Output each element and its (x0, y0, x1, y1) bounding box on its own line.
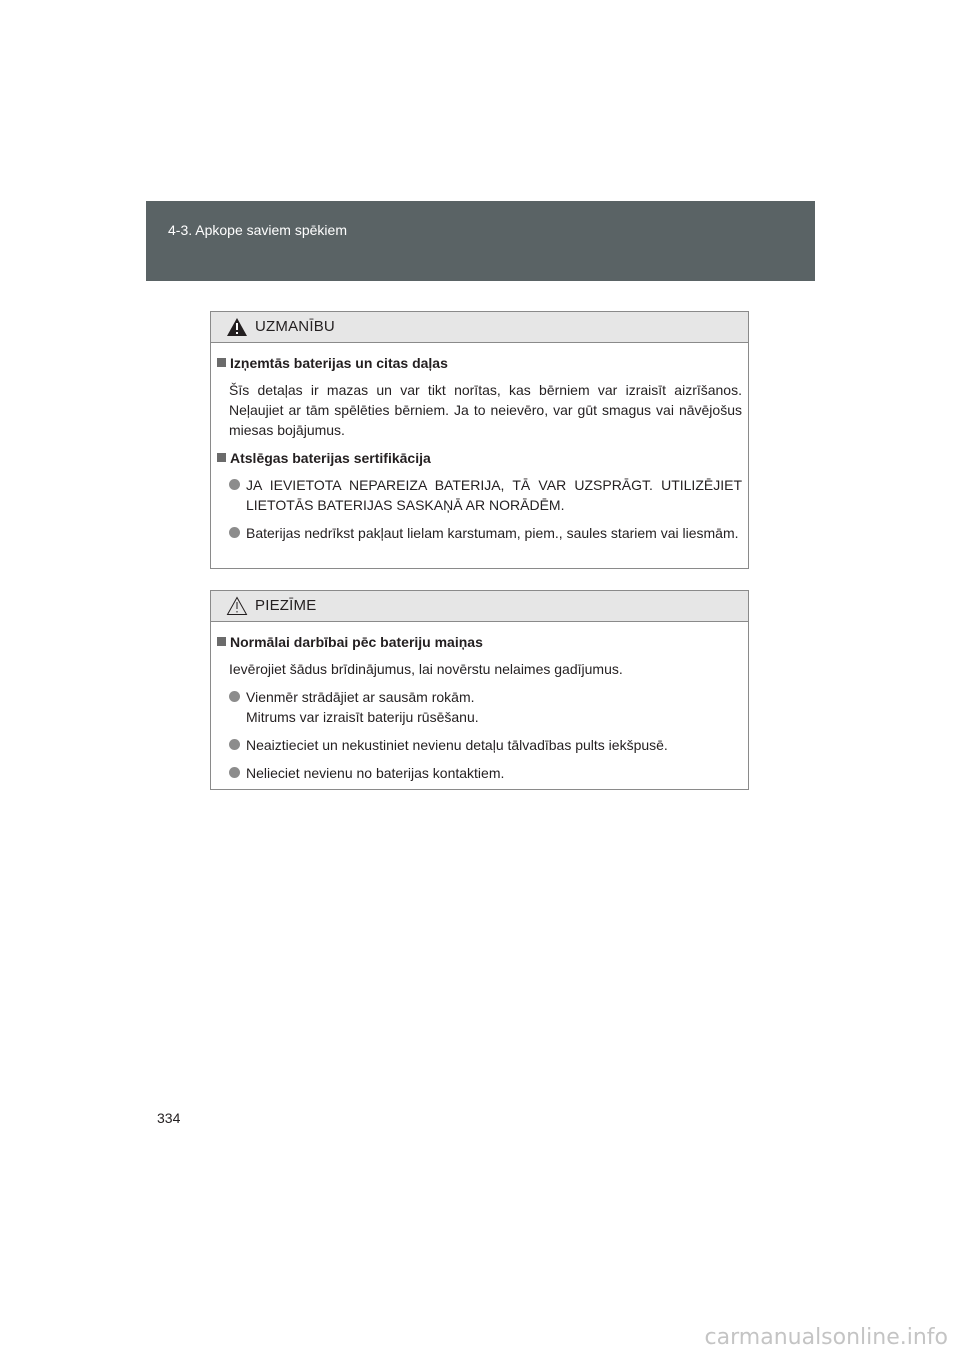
caution-title: UZMANĪBU (255, 318, 335, 335)
round-bullet-icon (229, 479, 240, 490)
warning-triangle-icon (226, 317, 248, 337)
list-item: JA IEVIETOTA NEPAREIZA BATERIJA, TĀ VAR UZSPRĀGT. UTILIZĒJIET LIETOTĀS BATERIJAS SASKAŅĀ AR NORĀDĒM. (229, 475, 742, 515)
round-bullet-icon (229, 527, 240, 538)
notice-box (210, 590, 749, 790)
notice-section-heading: Normālai darbībai pēc bateriju maiņas (217, 632, 742, 652)
round-bullet-icon (229, 767, 240, 778)
caution-box (210, 311, 749, 569)
watermark: carmanualsonline.info (704, 1325, 948, 1350)
square-bullet-icon (217, 453, 226, 462)
section-title: 4-3. Apkope saviem spēkiem (168, 222, 347, 238)
square-bullet-icon (217, 637, 226, 646)
round-bullet-icon (229, 691, 240, 702)
square-bullet-icon (217, 358, 226, 367)
caution-paragraph: Šīs detaļas ir mazas un var tikt norītas, kas bērniem var izraisīt aizrīšanos. Neļaujiet ar tām spēlēties bērniem. Ja to neievēro, var gūt smagus vai nāvējošus miesas bojājumus. (229, 382, 742, 438)
section-header-bar (146, 201, 815, 281)
caution-section-heading: Atslēgas baterijas sertifikācija (217, 448, 742, 468)
notice-triangle-icon (226, 596, 248, 616)
notice-header (211, 591, 748, 622)
caution-section-heading: Izņemtās baterijas un citas daļas (217, 353, 742, 373)
list-item: Neaiztieciet un nekustiniet nevienu detaļu tālvadības pults iekšpusē. (229, 735, 742, 755)
list-item: Nelieciet nevienu no baterijas kontaktiem. (229, 763, 742, 783)
caution-header (211, 312, 748, 343)
notice-title: PIEZĪME (255, 597, 317, 614)
notice-paragraph: Ievērojiet šādus brīdinājumus, lai novērstu nelaimes gadījumus. (229, 661, 623, 677)
list-item: Baterijas nedrīkst pakļaut lielam karstumam, piem., saules stariem vai liesmām. (229, 523, 742, 543)
list-item: Vienmēr strādājiet ar sausām rokām. Mitrums var izraisīt bateriju rūsēšanu. (229, 687, 742, 727)
round-bullet-icon (229, 739, 240, 750)
page-number: 334 (157, 1110, 181, 1126)
